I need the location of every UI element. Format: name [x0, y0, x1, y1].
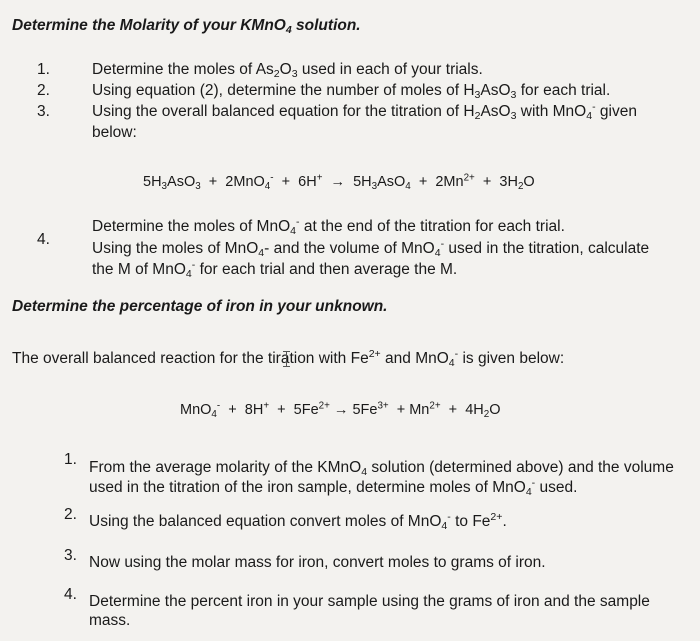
- list-number: 2.: [37, 82, 50, 99]
- reaction-intro: The overall balanced reaction for the tiration with $Fe^{2+}$ and MnO$_4$- is given below:: [12, 348, 565, 370]
- list-item-grams-iron: Now using the molar mass for iron, convert moles to grams of iron.: [89, 554, 546, 571]
- list-number: 2.: [64, 506, 77, 523]
- equation-iron-titration: $MnO_4^- + 8H^+ + 5Fe^{2+} \to 5Fe^{3+} + Mn^{2+} + 4H_2O$: [180, 400, 501, 420]
- list-number: 3.: [37, 103, 50, 120]
- list-item-moles-as2o3: Determine the moles of $As_2O_3$ used in each of your trials.: [92, 61, 483, 81]
- equation-arsenic-titration: $5H_3AsO_3 + 2MnO_4^- + 6H^+ \to 5H_3AsO_4 + 2Mn^{2+} + 3H_2O$: [143, 172, 535, 192]
- list-number: 1.: [37, 61, 50, 78]
- list-item-convert-moles: Using the balanced equation convert moles of MnO$_4$- to $Fe^{2+}$.: [89, 511, 507, 533]
- list-item-calc-molarity: Using the moles of MnO$_4$- and the volume of MnO$_4$- used in the titration, calculate: [92, 238, 650, 260]
- section-heading-molarity: Determine the Molarity of your KMnO$_4$ solution.: [12, 17, 361, 37]
- list-number: 3.: [64, 547, 77, 564]
- list-item-percent-iron: Determine the percent iron in your sample using the grams of iron and the sample: [89, 593, 650, 610]
- text-cursor-icon: [286, 351, 295, 367]
- list-number: 4.: [37, 231, 50, 248]
- list-item-balanced-equation-cont: below:: [92, 124, 137, 141]
- list-item-percent-iron-cont: mass.: [89, 612, 131, 629]
- list-item-moles-h3aso3: Using equation (2), determine the number of moles of $H_3AsO_3$ for each trial.: [92, 82, 611, 102]
- list-number: 1.: [64, 451, 77, 468]
- list-item-moles-mno4: Determine the moles of MnO$_4$- at the end of the titration for each trial.: [92, 216, 565, 238]
- section-heading-iron: Determine the percentage of iron in your unknown.: [12, 298, 388, 315]
- list-item-average-molarity: From the average molarity of the KMnO$_4$ solution (determined above) and the volume: [89, 459, 674, 479]
- list-item-average-molarity-cont: used in the titration of the iron sample, determine moles of MnO$_4$- used.: [89, 477, 578, 499]
- list-number: 4.: [64, 586, 77, 603]
- list-item-calc-molarity-cont: the M of MnO$_4$- for each trial and then average the M.: [92, 259, 458, 281]
- list-item-balanced-equation: Using the overall balanced equation for the titration of $H_2AsO_3$ with MnO$_4$- given: [92, 101, 637, 123]
